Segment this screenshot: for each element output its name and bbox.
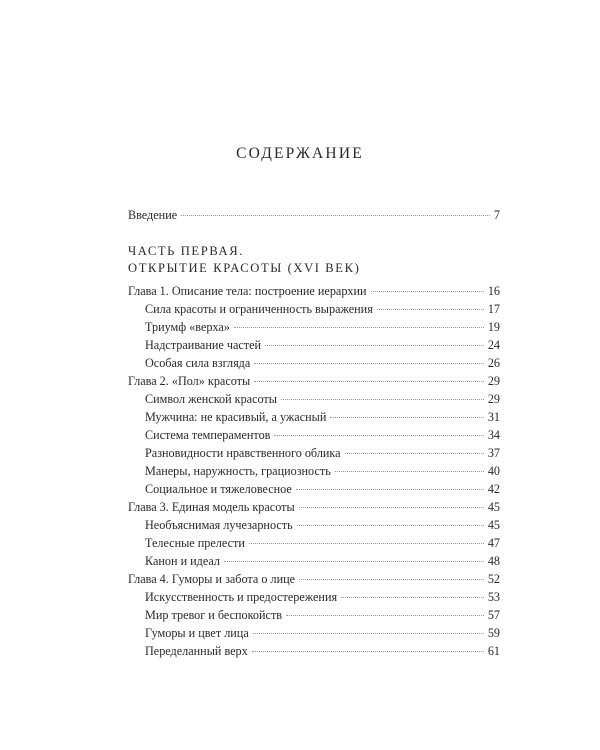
part-heading-line-1: ЧАСТЬ ПЕРВАЯ. (128, 244, 244, 258)
leader-dots (296, 489, 484, 490)
leader-dots (224, 561, 484, 562)
toc-section[interactable] (128, 300, 500, 318)
toc-entry-label: Глава 1. Описание тела: построение иерархии (128, 284, 367, 298)
toc-entry-label: Искусственность и предостережения (145, 590, 338, 604)
leader-dots (377, 309, 484, 310)
leader-dots (254, 363, 484, 364)
toc-section[interactable] (128, 606, 500, 624)
leader-dots (345, 453, 484, 454)
toc-section[interactable] (128, 534, 500, 552)
toc-section[interactable] (128, 444, 500, 462)
toc-section[interactable] (128, 318, 500, 336)
toc-section[interactable] (128, 426, 500, 444)
toc-chapter-3[interactable] (128, 498, 500, 516)
toc-entry-label: Глава 2. «Пол» красоты (128, 374, 251, 388)
toc-section[interactable] (128, 588, 500, 606)
toc-page-number: 53 (487, 590, 500, 604)
toc-entry-label: Особая сила взгляда (145, 356, 251, 370)
leader-dots (249, 543, 484, 544)
toc-section[interactable] (128, 408, 500, 426)
leader-dots (281, 399, 484, 400)
toc-page-number: 40 (487, 464, 500, 478)
leader-dots (299, 579, 484, 580)
toc-page-number: 16 (487, 284, 500, 298)
toc-chapter-4[interactable] (128, 570, 500, 588)
page-title: СОДЕРЖАНИЕ (236, 145, 364, 162)
toc-page-number: 29 (487, 374, 500, 388)
toc-entry-intro[interactable] (128, 206, 500, 224)
toc-entry-label: Манеры, наружность, грациозность (145, 464, 331, 478)
toc-entry-label: Разновидности нравственного облика (145, 446, 341, 460)
toc-entry-label: Система темпераментов (145, 428, 271, 442)
leader-dots (335, 471, 484, 472)
toc-page-number: 7 (493, 208, 500, 222)
toc-page-number: 45 (487, 500, 500, 514)
leader-dots (371, 291, 484, 292)
toc-page-number: 31 (487, 410, 500, 424)
toc-section[interactable] (128, 624, 500, 642)
toc-entry-label: Глава 4. Гуморы и забота о лице (128, 572, 296, 586)
leader-dots (252, 651, 484, 652)
toc-entry-label: Сила красоты и ограниченность выражения (145, 302, 373, 316)
toc-chapter-2[interactable] (128, 372, 500, 390)
toc-page-number: 24 (487, 338, 500, 352)
toc-entry-label: Введение (128, 208, 178, 222)
toc-section[interactable] (128, 552, 500, 570)
toc-entry-label: Телесные прелести (145, 536, 245, 550)
toc-section[interactable] (128, 480, 500, 498)
toc-section[interactable] (128, 462, 500, 480)
leader-dots (299, 507, 484, 508)
toc-chapter-1[interactable] (128, 282, 500, 300)
leader-dots (274, 435, 483, 436)
toc-entry-label: Глава 3. Единая модель красоты (128, 500, 295, 514)
part-heading-line-2: ОТКРЫТИЕ КРАСОТЫ (XVI ВЕК) (128, 261, 361, 275)
toc-entry-label: Переделанный верх (145, 644, 248, 658)
toc-page-number: 57 (487, 608, 500, 622)
leader-dots (234, 327, 484, 328)
toc-section[interactable] (128, 354, 500, 372)
toc-page-number: 34 (487, 428, 500, 442)
leader-dots (253, 633, 484, 634)
toc-entry-label: Социальное и тяжеловесное (145, 482, 292, 496)
toc-entry-label: Надстраивание частей (145, 338, 262, 352)
toc-page-number: 52 (487, 572, 500, 586)
toc-page-number: 29 (487, 392, 500, 406)
toc-page-number: 42 (487, 482, 500, 496)
toc-section[interactable] (128, 336, 500, 354)
toc-page-number: 48 (487, 554, 500, 568)
toc-entry-label: Гуморы и цвет лица (145, 626, 249, 640)
toc-page-number: 61 (487, 644, 500, 658)
toc-section[interactable] (128, 390, 500, 408)
toc-page-number: 19 (487, 320, 500, 334)
toc-section[interactable] (128, 642, 500, 660)
leader-dots (254, 381, 484, 382)
toc-page-number: 59 (487, 626, 500, 640)
leader-dots (286, 615, 484, 616)
toc-section[interactable] (128, 516, 500, 534)
leader-dots (265, 345, 484, 346)
leader-dots (341, 597, 484, 598)
toc-entry-label: Канон и идеал (145, 554, 221, 568)
toc-entry-label: Мир тревог и беспокойств (145, 608, 283, 622)
toc-entry-label: Необъяснимая лучезарность (145, 518, 293, 532)
leader-dots (297, 525, 484, 526)
toc-entry-label: Символ женской красоты (145, 392, 277, 406)
leader-dots (330, 417, 483, 418)
toc-page-number: 45 (487, 518, 500, 532)
toc-page-number: 17 (487, 302, 500, 316)
toc-entry-label: Триумф «верха» (145, 320, 230, 334)
toc-page-number: 26 (487, 356, 500, 370)
toc-page-number: 37 (487, 446, 500, 460)
toc-entry-label: Мужчина: не красивый, а ужасный (145, 410, 327, 424)
leader-dots (181, 215, 490, 216)
toc-page-number: 47 (487, 536, 500, 550)
